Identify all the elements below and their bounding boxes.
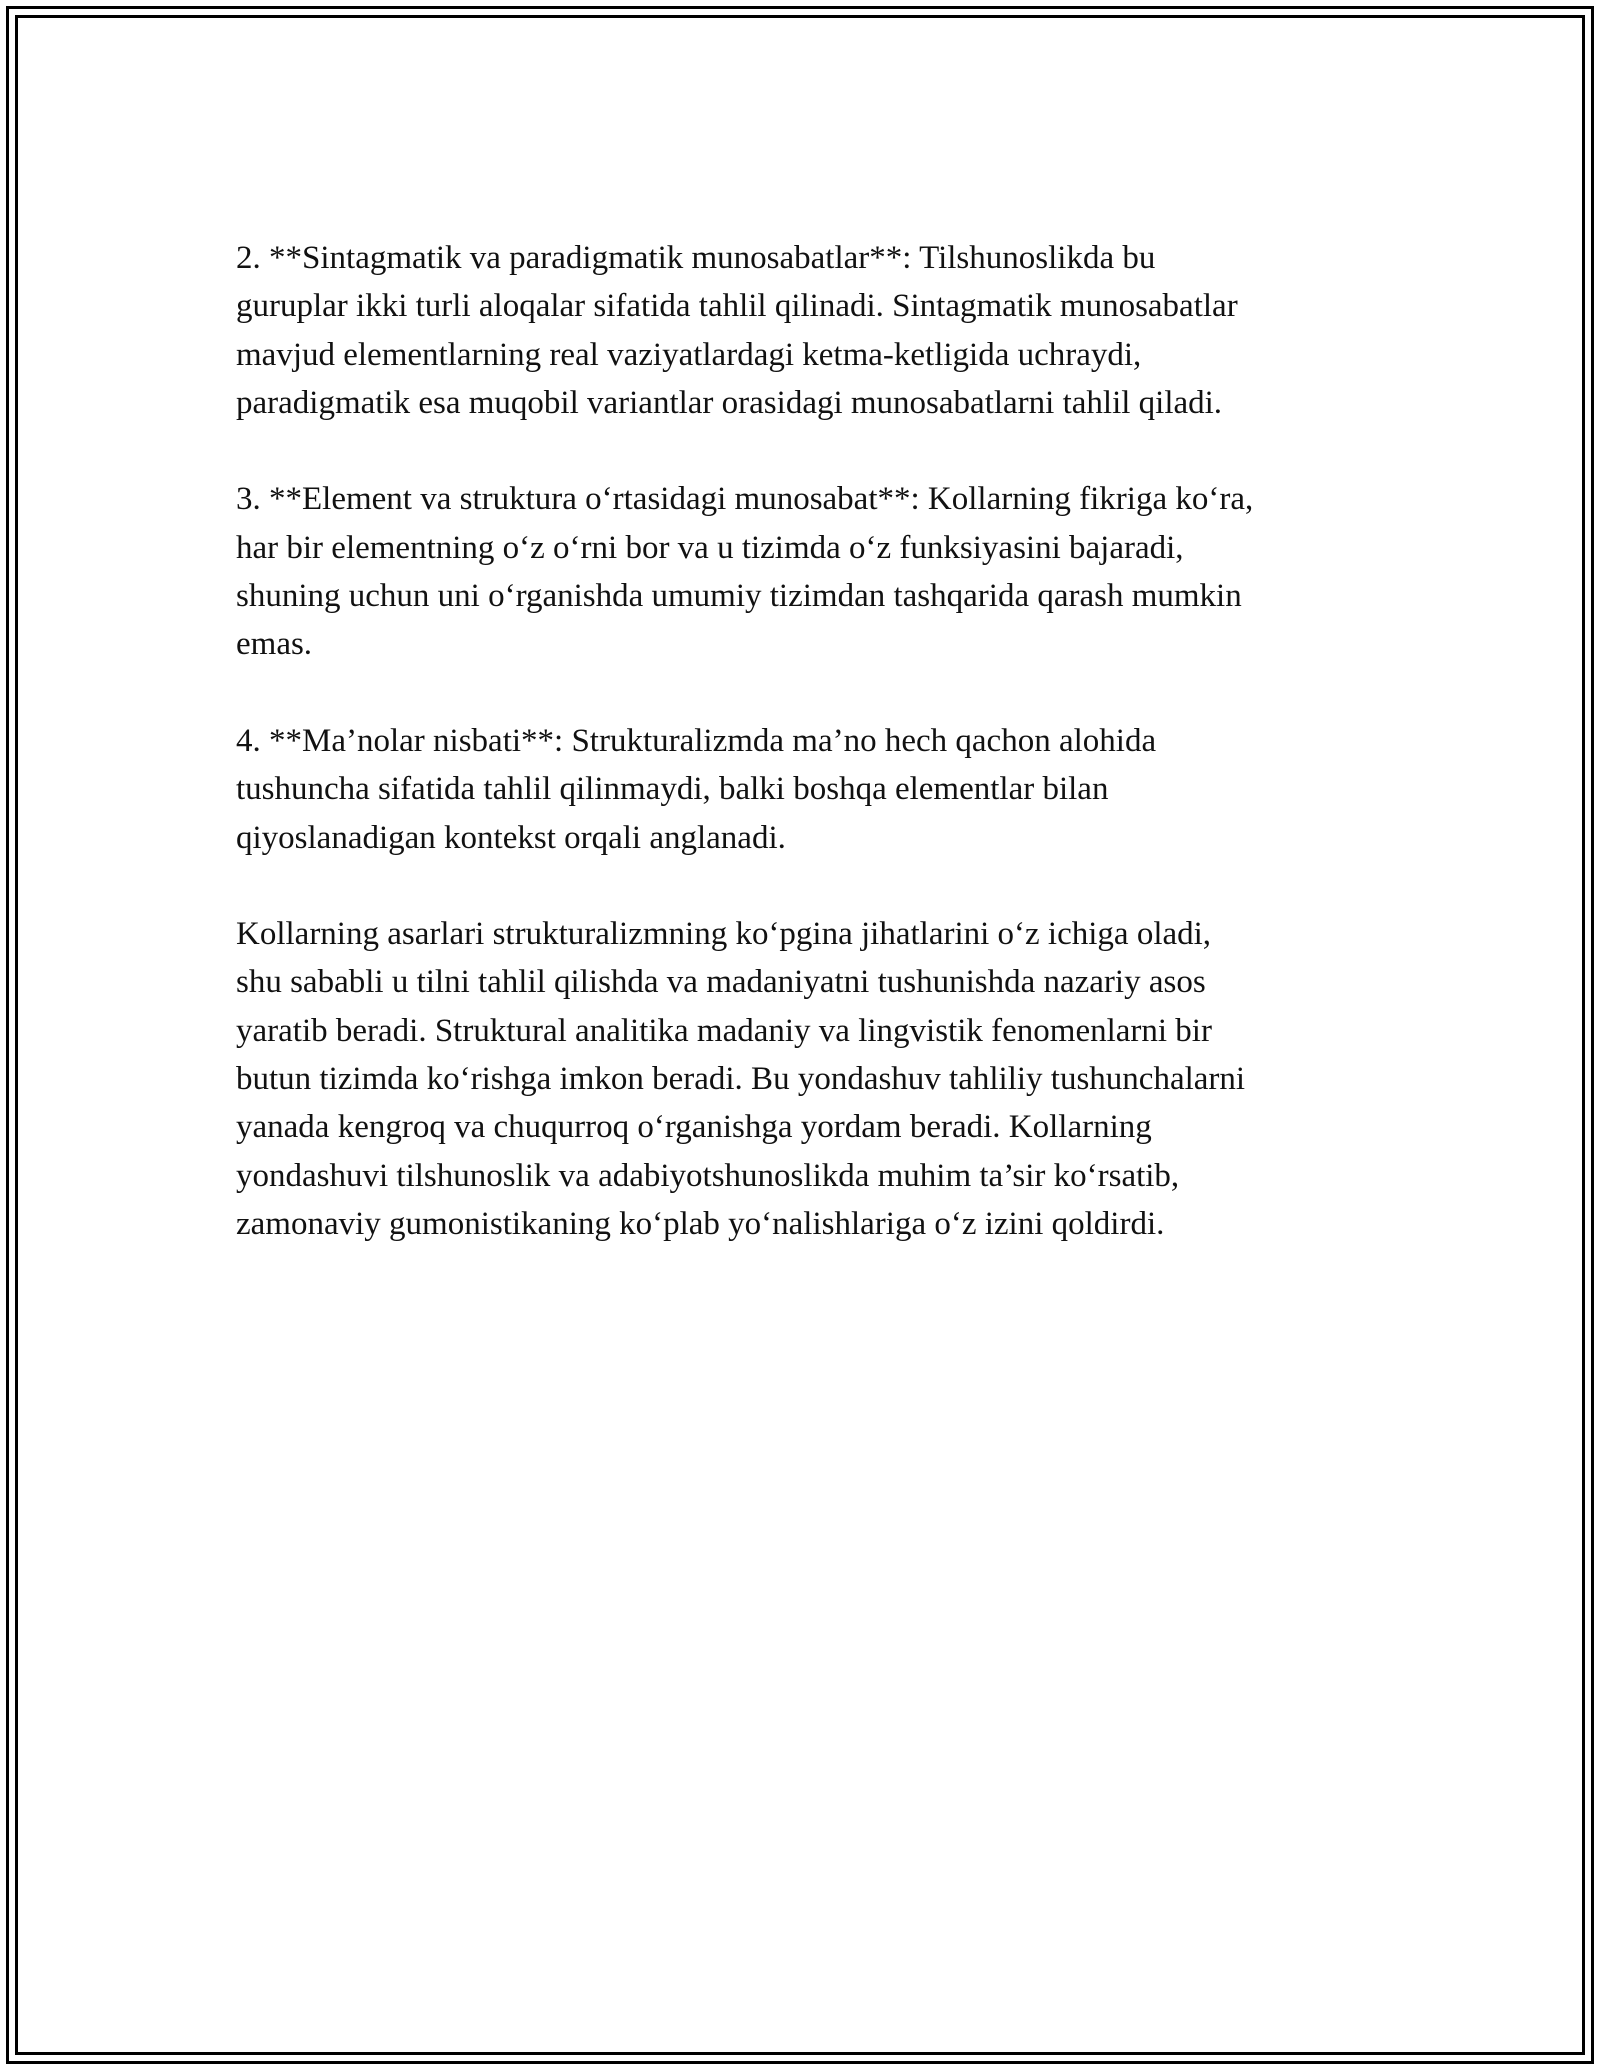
paragraph-meaning-relations: 4. **Ma’nolar nisbati**: Strukturalizmda ma’no hech qachon alohida tushuncha sifatida tahlil qilinmaydi, balki boshqa elementlar bilan qiyoslanadigan kontekst orqali anglanadi.	[236, 722, 1157, 856]
paragraph-syntagmatic-paradigmatic: 2. **Sintagmatik va paradigmatik munosabatlar**: Tilshunoslikda bu guruplar ikki turli aloqalar sifatida tahlil qilinadi. Sintagmatik munosabatlar mavjud elementlarning real vaziyatlardagi ketma-ketligida uchraydi, paradigmatik esa muqobil variantlar orasidagi munosabatlarni tahlil qiladi.	[236, 240, 1238, 421]
paragraph-element-structure: 3. **Element va struktura oʻrtasidagi munosabat**: Kollarning fikriga koʻra, har bir elementning oʻz oʻrni bor va u tizimda oʻz funksiyasini bajaradi, shuning uchun uni oʻrganishda umumiy tizimdan tashqarida qarash mumkin emas.	[236, 481, 1254, 663]
paragraph-conclusion: Kollarning asarlari strukturalizmning koʻpgina jihatlarini oʻz ichiga oladi, shu sababli u tilni tahlil qilishda va madaniyatni tushunishda nazariy asos yaratib beradi. Struktural analitika madaniy va lingvistik fenomenlarni bir butun tizimda koʻrishga imkon beradi. Bu yondashuv tahliliy tushunchalarni yanada kengroq va chuqurroq oʻrganishga yordam beradi. Kollarning yondashuvi tilshunoslik va adabiyotshunoslikda muhim ta’sir koʻrsatib, zamonaviy gumonistikaning koʻplab yoʻnalishlariga oʻz izini qoldirdi.	[236, 916, 1246, 1242]
document-body	[236, 234, 1386, 1297]
